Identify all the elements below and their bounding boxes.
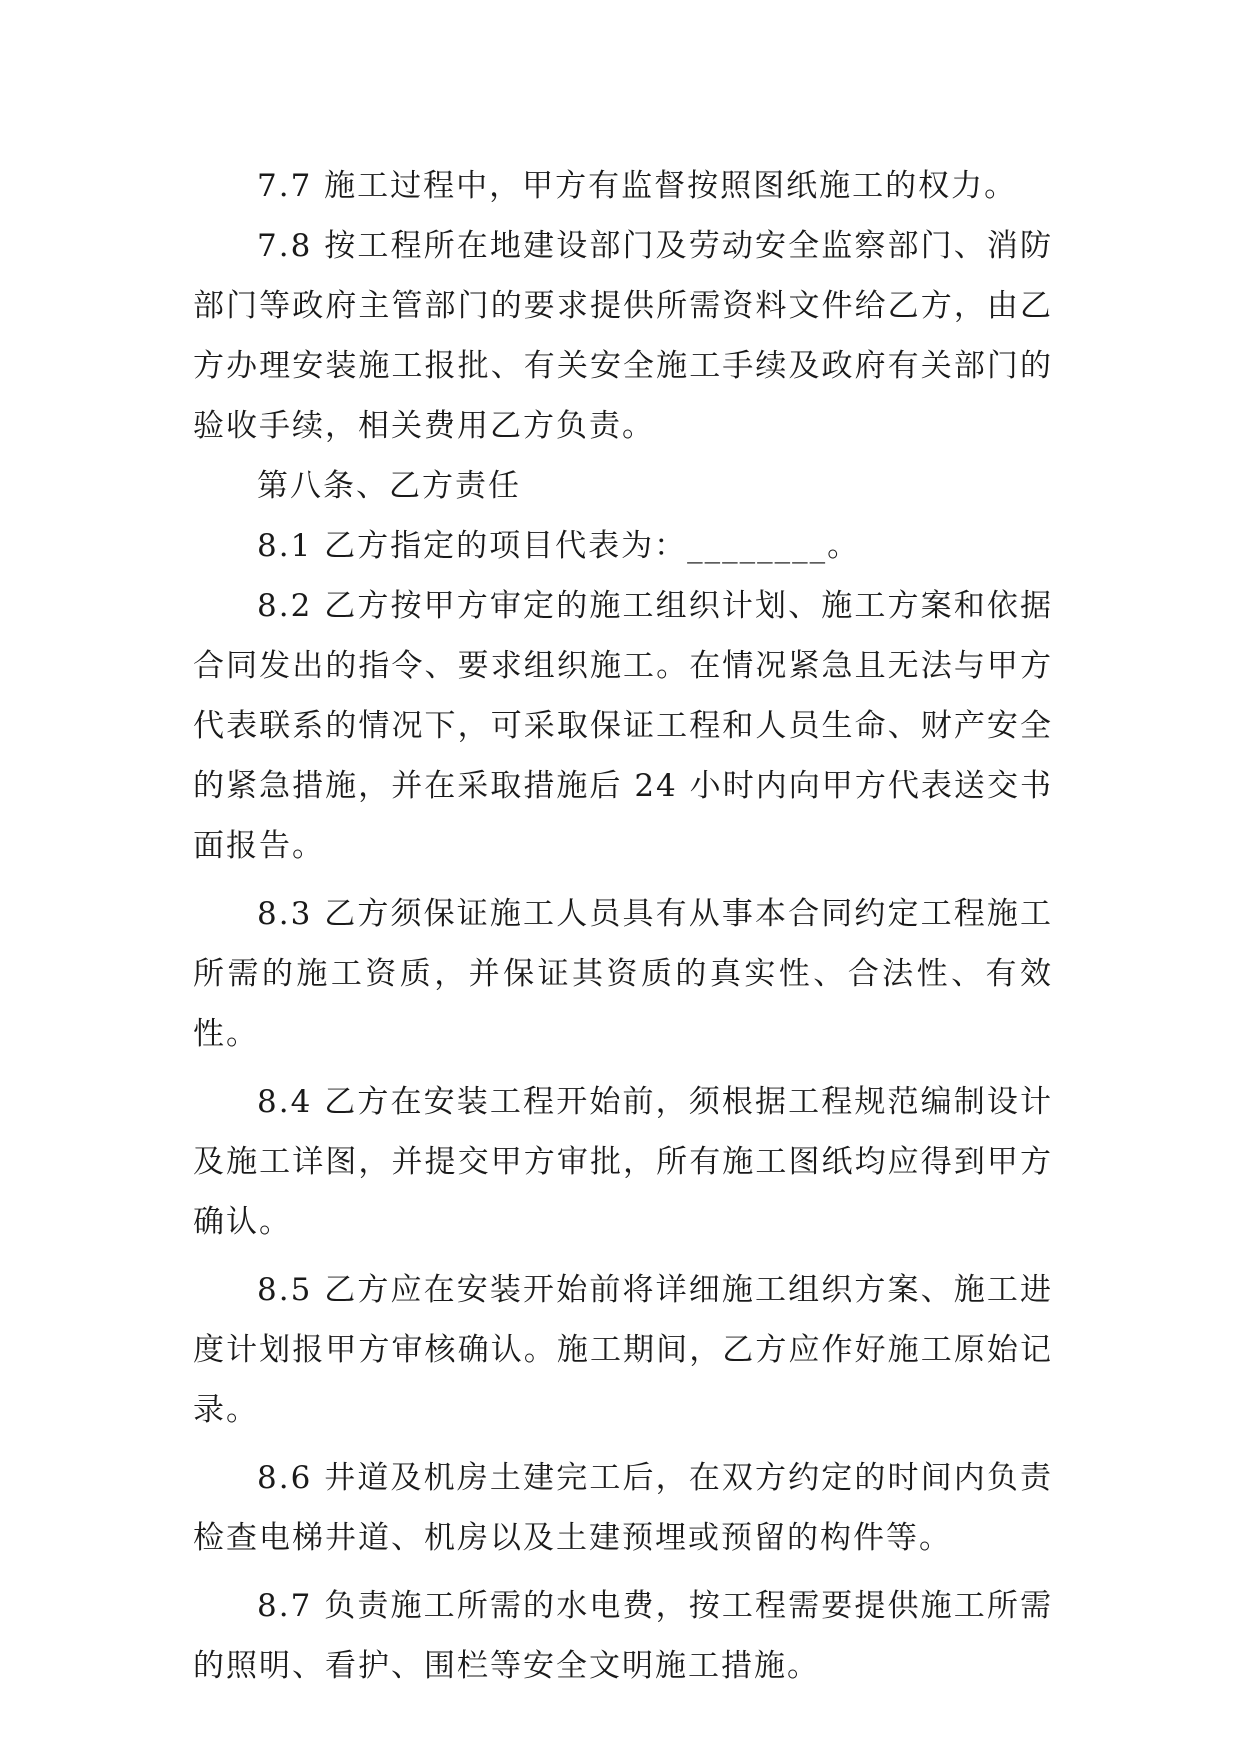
clause-8-4: 8.4 乙方在安装工程开始前，须根据工程规范编制设计及施工详图，并提交甲方审批，所有施工图纸均应得到甲方确认。	[193, 1084, 1053, 1240]
clause-7-7: 7.7 施工过程中，甲方有监督按照图纸施工的权力。	[257, 168, 1018, 204]
clause-8-5: 8.5 乙方应在安装开始前将详细施工组织方案、施工进度计划报甲方审核确认。施工期间，乙方应作好施工原始记录。	[193, 1272, 1053, 1428]
clause-8-7: 8.7 负责施工所需的水电费，按工程需要提供施工所需的照明、看护、围栏等安全文明施工措施。	[193, 1588, 1053, 1684]
document-body	[193, 156, 1053, 1696]
clause-8-2: 8.2 乙方按甲方审定的施工组织计划、施工方案和依据合同发出的指令、要求组织施工。在情况紧急且无法与甲方代表联系的情况下，可采取保证工程和人员生命、财产安全的紧急措施，并在采取措施后 24 小时内向甲方代表送交书面报告。	[193, 588, 1053, 864]
clause-8-3: 8.3 乙方须保证施工人员具有从事本合同约定工程施工所需的施工资质，并保证其资质的真实性、合法性、有效性。	[193, 896, 1053, 1052]
clause-7-8: 7.8 按工程所在地建设部门及劳动安全监察部门、消防部门等政府主管部门的要求提供所需资料文件给乙方，由乙方办理安装施工报批、有关安全施工手续及政府有关部门的验收手续，相关费用乙方负责。	[193, 228, 1053, 444]
clause-8-6: 8.6 井道及机房土建完工后，在双方约定的时间内负责检查电梯井道、机房以及土建预埋或预留的构件等。	[193, 1460, 1053, 1556]
article-8-heading: 第八条、乙方责任	[257, 468, 521, 504]
clause-8-1: 8.1 乙方指定的项目代表为：________。	[257, 528, 861, 564]
